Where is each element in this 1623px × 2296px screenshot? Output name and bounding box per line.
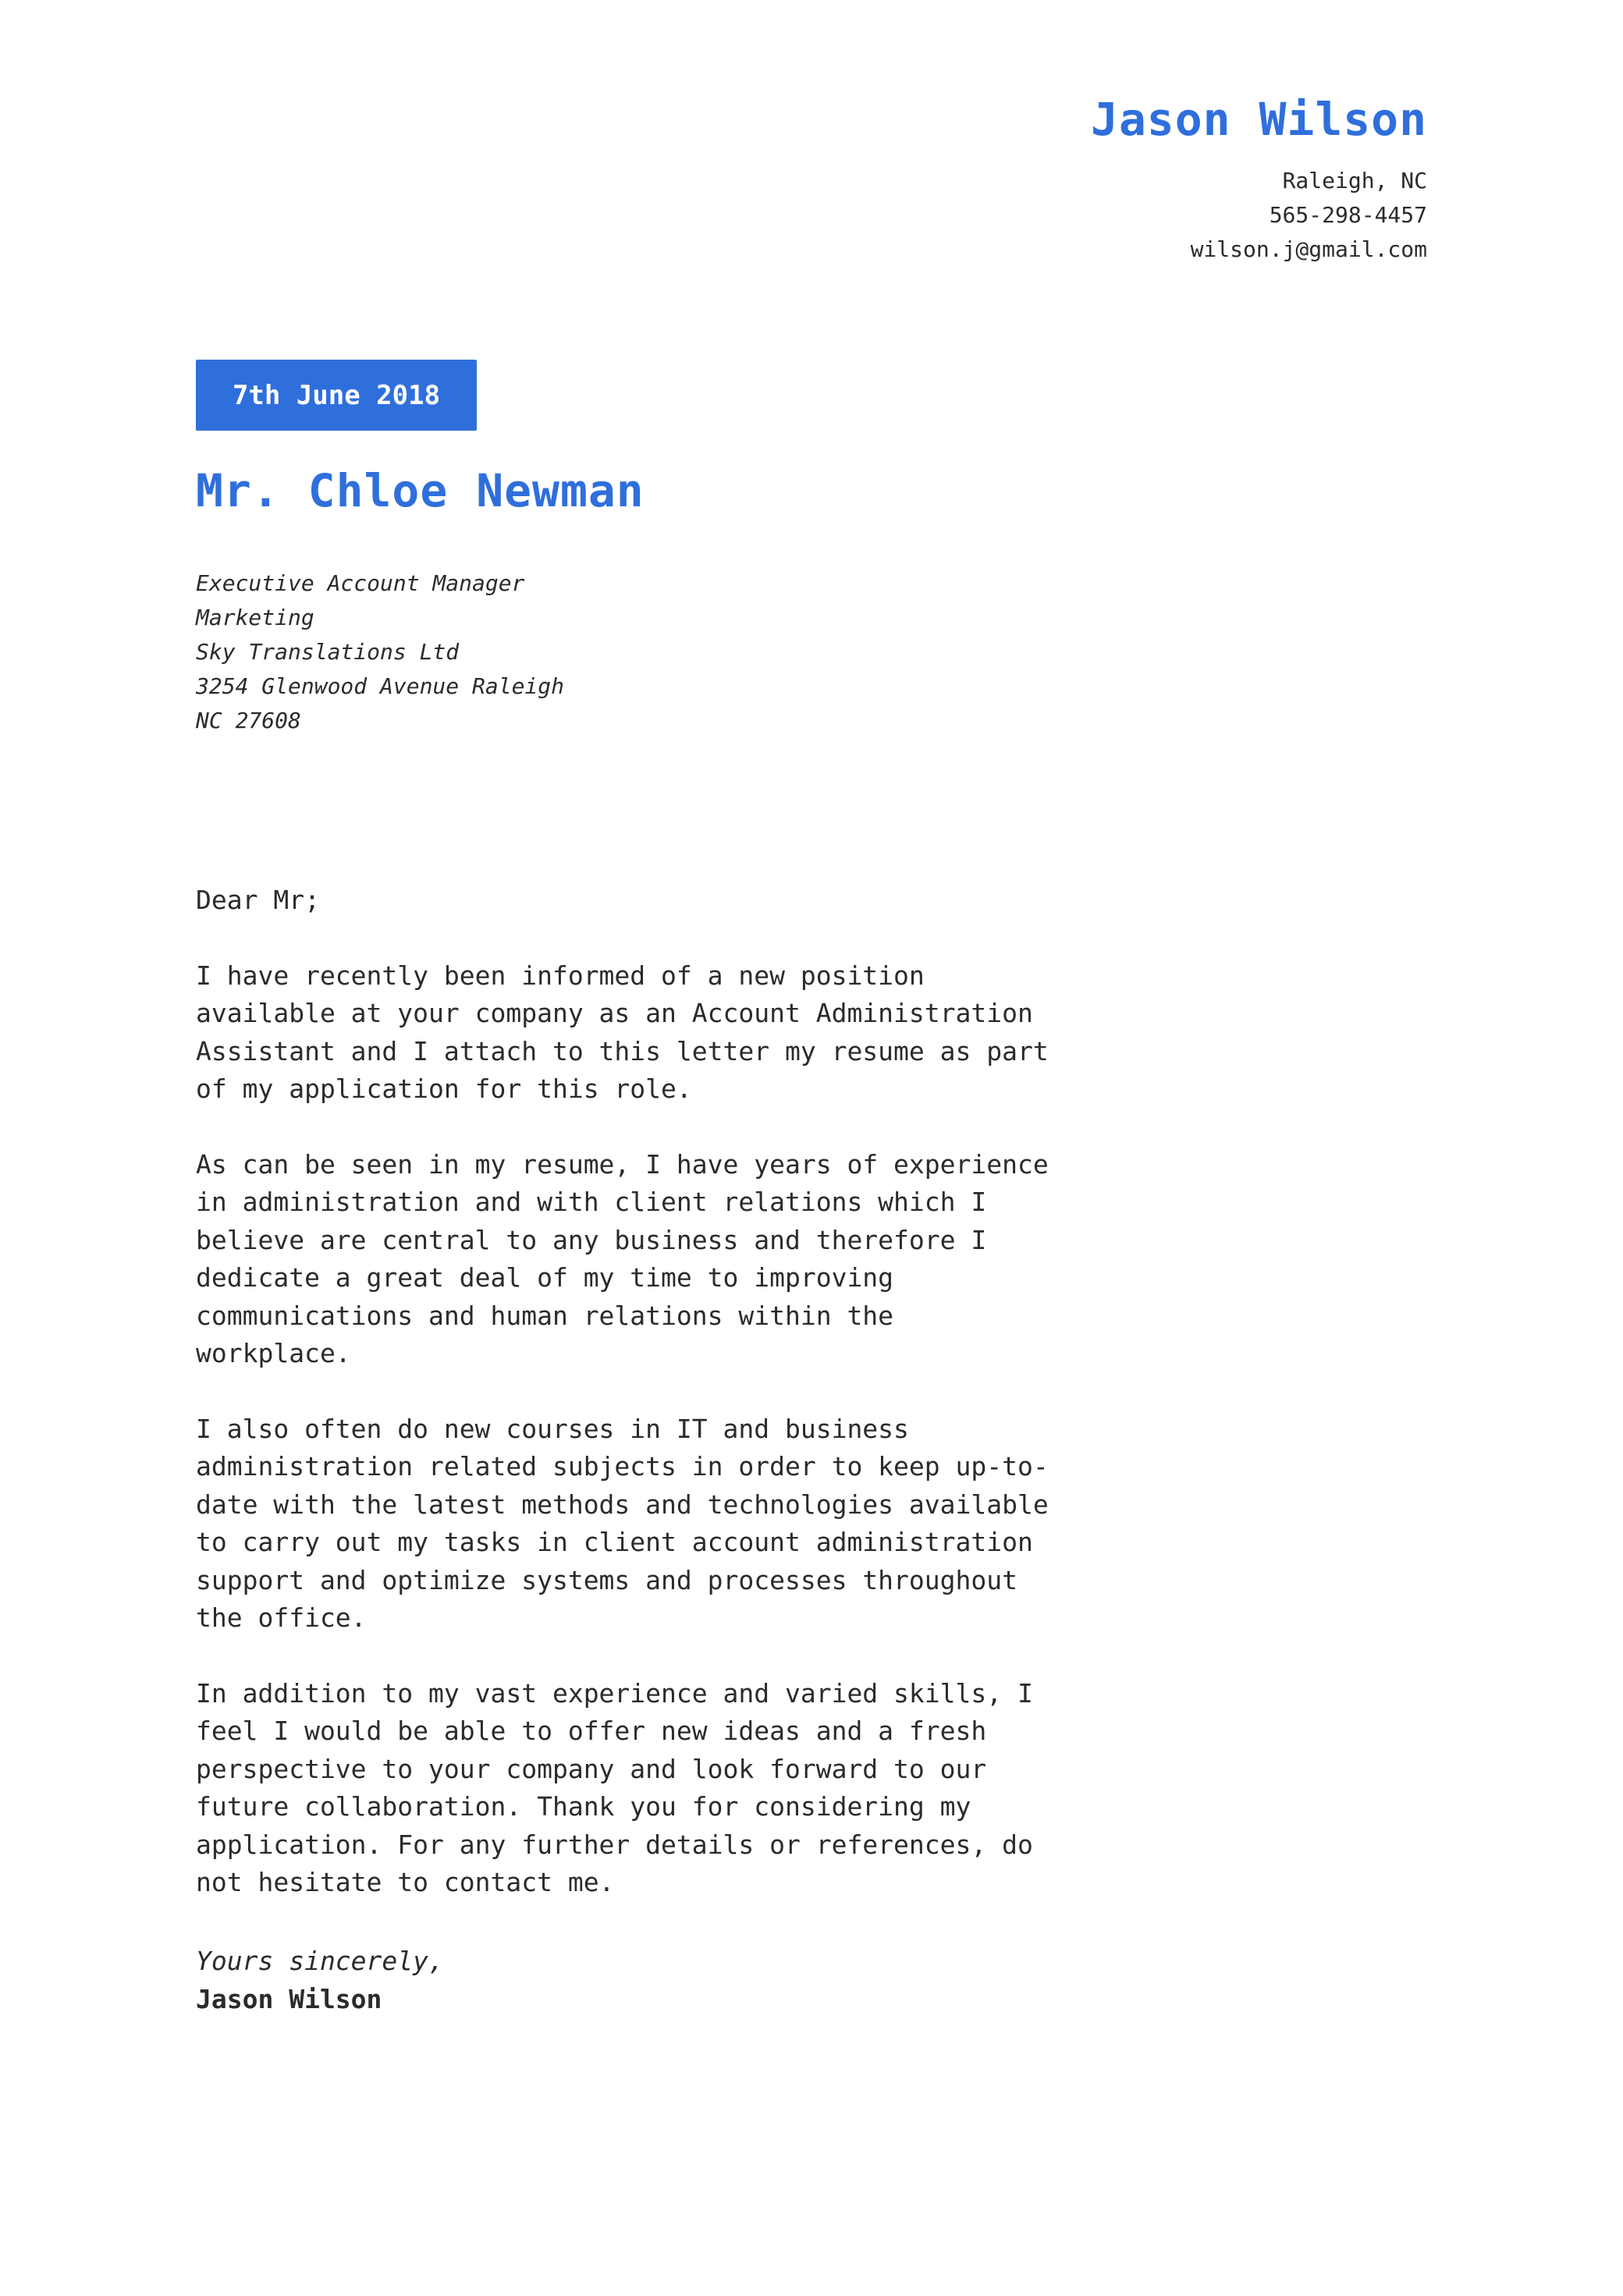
recipient-street: 3254 Glenwood Avenue Raleigh bbox=[196, 673, 565, 699]
paragraph: I have recently been informed of a new position available at your company as an Account Administration Assistant and I attach to this letter my resume as part of my application for this role. bbox=[196, 960, 1049, 1104]
recipient-name: Mr. Chloe Newman bbox=[196, 464, 645, 517]
recipient-state-zip: NC 27608 bbox=[196, 708, 301, 733]
sender-name: Jason Wilson bbox=[1090, 93, 1427, 146]
paragraph: I also often do new courses in IT and business administration related subjects in order to keep up-to- date with the latest methods and technologies available to carry out my tasks in client account administration support and optimize systems and processes throughout the office. bbox=[196, 1413, 1049, 1633]
letter-body bbox=[196, 882, 1054, 1939]
salutation: Dear Mr; bbox=[196, 885, 320, 915]
recipient-company: Sky Translations Ltd bbox=[196, 639, 460, 665]
sender-block bbox=[1091, 95, 1427, 267]
sender-phone: 565-298-4457 bbox=[1269, 201, 1427, 228]
date-badge: 7th June 2018 bbox=[196, 360, 477, 431]
closing-phrase: Yours sincerely, bbox=[196, 1946, 444, 1976]
paragraph: In addition to my vast experience and varied skills, I feel I would be able to offer new ideas and a fresh perspective to your company and look forward to our future collaboration. Thank you for considering my application. For any further details or references, do not hesitate to contact me. bbox=[196, 1677, 1033, 1897]
recipient-department: Marketing bbox=[196, 605, 314, 630]
closing-block bbox=[196, 1943, 444, 2018]
sender-email: wilson.j@gmail.com bbox=[1190, 236, 1427, 262]
sender-location: Raleigh, NC bbox=[1282, 167, 1427, 193]
recipient-title: Executive Account Manager bbox=[196, 570, 525, 596]
signature-name: Jason Wilson bbox=[196, 1983, 382, 2014]
paragraph: As can be seen in my resume, I have years of experience in administration and with client relations which I believe are central to any business and therefore I dedicate a great deal of my time to improving communications and human relations within the workplace. bbox=[196, 1148, 1049, 1368]
recipient-details bbox=[196, 566, 564, 738]
